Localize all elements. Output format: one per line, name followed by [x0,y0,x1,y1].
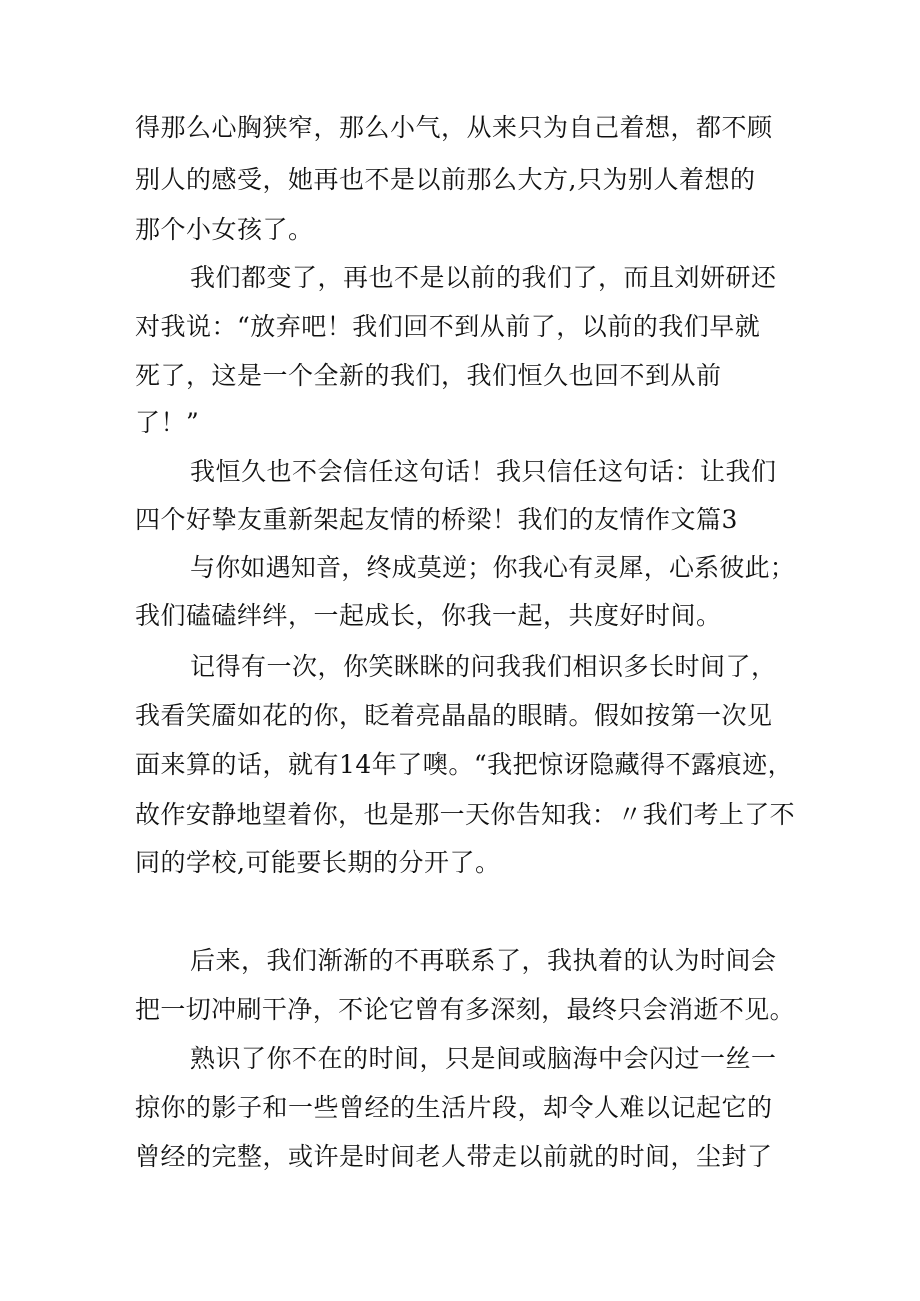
paragraph-start-line: 我们都变了，再也不是以前的我们了，而且刘妍研还 [190,263,777,292]
text-line: 那个小女孩了。 [135,215,314,244]
text-line: 对我说：“放弃吧！我们回不到从前了，以前的我们早就 [135,312,761,341]
text-line: 掠你的影子和一些曾经的生活片段，却令人难以记起它的 [135,1093,773,1122]
text-line: 四个好挚友重新架起友情的桥梁！我们的友情作文篇3 [135,505,738,534]
paragraph-start-line: 后来，我们渐渐的不再联系了，我执着的认为时间会 [190,946,777,975]
paragraph-start-line: 与你如遇知音，终成莫逆；你我心有灵犀，心系彼此； [190,553,796,582]
text-line: 死了，这是一个全新的我们，我们恒久也回不到从前 [135,361,722,390]
text-line: 同的学校,可能要长期的分开了。 [135,848,501,877]
paragraph-start-line: 我恒久也不会信任这句话！我只信任这句话：让我们 [190,457,777,486]
text-line: 得那么心胸狭窄，那么小气，从来只为自己着想，都不顾 [135,113,773,142]
text-line: 故作安静地望着你，也是那一天你告知我：〃我们考上了不 [135,800,796,829]
text-line: 把一切冲刷干净，不论它曾有多深刻，最终只会消逝不见。 [135,995,796,1024]
text-line: 我看笑靥如花的你，眨着亮晶晶的眼睛。假如按第一次见 [135,701,773,730]
text-line: 面来算的话，就有14年了噢。“我把惊讶隐藏得不露痕迹， [135,750,794,779]
text-line: 了！” [135,408,200,437]
paragraph-start-line: 熟识了你不在的时间，只是间或脑海中会闪过一丝一 [190,1044,777,1073]
text-line: 我们磕磕绊绊，一起成长，你我一起，共度好时间。 [135,601,722,630]
paragraph-start-line: 记得有一次，你笑眯眯的问我我们相识多长时间了， [190,652,777,681]
text-line: 曾经的完整，或许是时间老人带走以前就的时间，尘封了 [135,1142,773,1171]
text-line: 别人的感受，她再也不是以前那么大方,只为别人着想的 [135,165,756,194]
